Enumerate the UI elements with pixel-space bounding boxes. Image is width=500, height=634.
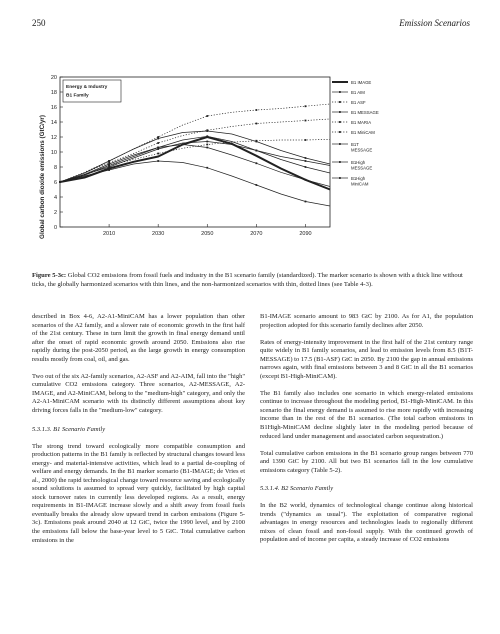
y-tick-label: 10 [50,150,57,156]
right-column-paragraph: The B1 family also includes one scenario in which energy-related emissions continue to increase throughout the modeling period, B1-High-MiniCAM. In this scenario the final energy demand is assumed to rise more rapidly with increasing income than in the rest of the B1 scenarios. (The total carbon emissions in B1High-MiniCAM decline slightly later in the modeling period because of reduced land under management and associated carbon sequestration.) [260,389,473,440]
x-tick-label: 2010 [102,231,116,237]
series-point [255,109,257,111]
legend-label: B1 MiniCAM [351,129,375,135]
series-line-7 [60,131,330,182]
emissions-chart [32,72,470,272]
series-point [305,166,307,168]
section-heading: 5.3.1.3. B1 Scenario Family [32,425,106,433]
right-column-paragraph: Total cumulative carbon emissions in the B1 scenario group ranges between 770 and 1390 GtC by 2100. All but two B1 scenarios fall in the low cumulative emissions category (Table 5-2). [260,449,473,474]
legend-label: B1 MARIA [351,119,372,125]
series-point [206,130,208,132]
series-point [305,160,307,162]
legend-label: B1High MiniCAM [351,175,369,187]
legend-label: B1 AIM [351,89,365,95]
series-point [157,160,159,162]
legend-marker [339,101,341,103]
y-tick-label: 6 [53,180,57,186]
series-point [305,105,307,107]
y-tick-label: 0 [53,225,57,231]
legend-label: B1High MESSAGE [351,159,373,171]
series-line-0 [60,137,330,190]
series-point [305,120,307,122]
series-point [206,144,208,146]
legend-label: B1 MESSAGE [351,109,379,115]
x-tick-label: 2090 [299,231,312,237]
legend-box [63,80,121,102]
right-column-paragraph: Rates of energy-intensity improvement in the first half of the 21st century range quite widely in B1 family scenarios, and lead to emission levels from 8.5 (B1T-MESSAGE) to 17.5 (B1-ASF) GtC in 2050. By 2100 the gap in annual emissions narrows again, with final emissions between 3 and 8 GtC in all the B1 scenarios (except B1-High-MiniCAM). [260,338,473,380]
series-point [157,138,159,140]
series-point [206,115,208,117]
legend-marker [339,121,341,123]
y-tick-label: 12 [50,135,57,141]
left-column [32,313,245,554]
caption-text: Global CO2 emissions from fossil fuels and industry in the B1 scenario family (standardized). The marker scenario is shown with a thick line without ticks, the globally harmonized scenarios with thin lines, and the non-harmonized scenarios with thin, dotted lines (see Table 4-3). [32,272,463,288]
series-point [108,160,110,162]
y-tick-label: 18 [50,90,57,96]
series-line-8 [60,142,330,183]
figure-5-3c [32,72,470,272]
x-tick-label: 2070 [250,231,263,237]
running-title: Emission Scenarios [399,18,470,28]
series-point [255,184,257,186]
legend-marker [339,143,341,145]
figure-caption [32,272,472,289]
y-tick-label: 20 [50,75,57,81]
series-point [255,123,257,125]
series-point [305,157,307,159]
series-point [108,166,110,168]
y-tick-label: 8 [53,165,57,171]
y-tick-label: 16 [50,105,57,111]
y-tick-label: 2 [53,210,57,216]
left-column-paragraph: The strong trend toward ecologically more compatible consumption and production patterns in the B1 family is reflected by structural changes toward less energy- and material-intensive activities, which lead to a partial de-coupling of welfare and energy demands. In the B1 marker scenario (B1-IMAGE; de Vries et al., 2000) the rapid technological change toward resource saving and ecologically sound solutions is assumed to spread very quickly, facilitated by high capital stock turnover rates in currently less developed regions. As a result, energy requirements in B1-IMAGE increase slowly and a shift away from fossil fuels eventually breaks the already slow upward trend in carbon emissions (Figure 5-3c). Emissions peak around 2040 at 12 GtC, twice the 1990 level, and by 2100 the emissions fall below the base-year level to 5 GtC. Total cumulative carbon emissions in the [32,442,245,544]
legend-box-label: B1 Family [66,93,89,99]
legend-marker [339,91,341,93]
series-point [157,153,159,155]
series-point [206,141,208,143]
legend-marker [339,111,341,113]
series-line-2 [60,104,330,182]
series-point [157,148,159,150]
legend-label: B1 ASF [351,99,366,105]
legend-marker [339,131,341,133]
legend-label: B1 IMAGE [351,79,372,85]
x-tick-label: 2030 [152,231,165,237]
series-point [255,141,257,143]
section-heading: 5.3.1.4. B2 Scenario Family [260,485,334,493]
caption-label: Figure 5-3c: [32,272,67,279]
left-column-paragraph: Two out of the six A2-family scenarios, A2-ASF and A2-AIM, fall into the "high" cumulative CO2 emissions category. Three scenarios, A2-MESSAGE, A2-IMAGE, and A2-MiniCAM, belong to the "medium-high" category, and only the A2-A1-MiniCAM scenario with its distinctly different assumptions about key driving forces falls in the "medium-low" category. [32,372,246,414]
x-tick-label: 2050 [201,231,214,237]
y-tick-label: 14 [50,120,57,126]
series-point [305,139,307,141]
right-column [260,313,473,554]
right-column-paragraph: B1-IMAGE scenario amount to 983 GtC by 2100. As for A1, the population projection adopted for this scenario family declines after 2050. [260,313,473,329]
series-point [108,169,110,171]
series-point [206,167,208,169]
legend-marker [339,161,341,163]
series-point [255,150,257,152]
legend-marker [339,177,341,179]
legend-box-label: Energy & Industry [66,85,108,90]
series-point [157,142,159,144]
y-tick-label: 4 [53,195,57,201]
series-point [206,135,208,137]
series-point [206,147,208,149]
left-column-paragraph: described in Box 4-6, A2-A1-MiniCAM has a lower population than other scenarios of the A2 family, and a slower rate of economic growth in the first half of the 21st century. These in turn limit the growth in final energy demand until after the onset of rapid economic growth around 2050. Emissions also rise rapidly during the post-2050 period, as the large growth in energy consumption results mostly from coal, oil, and gas. [32,313,245,363]
right-column-paragraph: In the B2 world, dynamics of technological change continue along historical trends ("dynamics as usual"). The exploitation of comparative regional advantages in energy resources and technologies leads to regionally different mixes of clean fossil and non-fossil supply. With the continued growth of population and of income per capita, a steady increase of CO2 emissions [260,502,473,544]
series-point [305,201,307,203]
series-point [255,162,257,164]
series-point [305,179,307,181]
page-number: 250 [32,18,46,28]
y-axis-label: Global carbon dioxide emissions (GtC/yr) [39,115,46,239]
legend-label: B1T MESSAGE [351,141,373,153]
